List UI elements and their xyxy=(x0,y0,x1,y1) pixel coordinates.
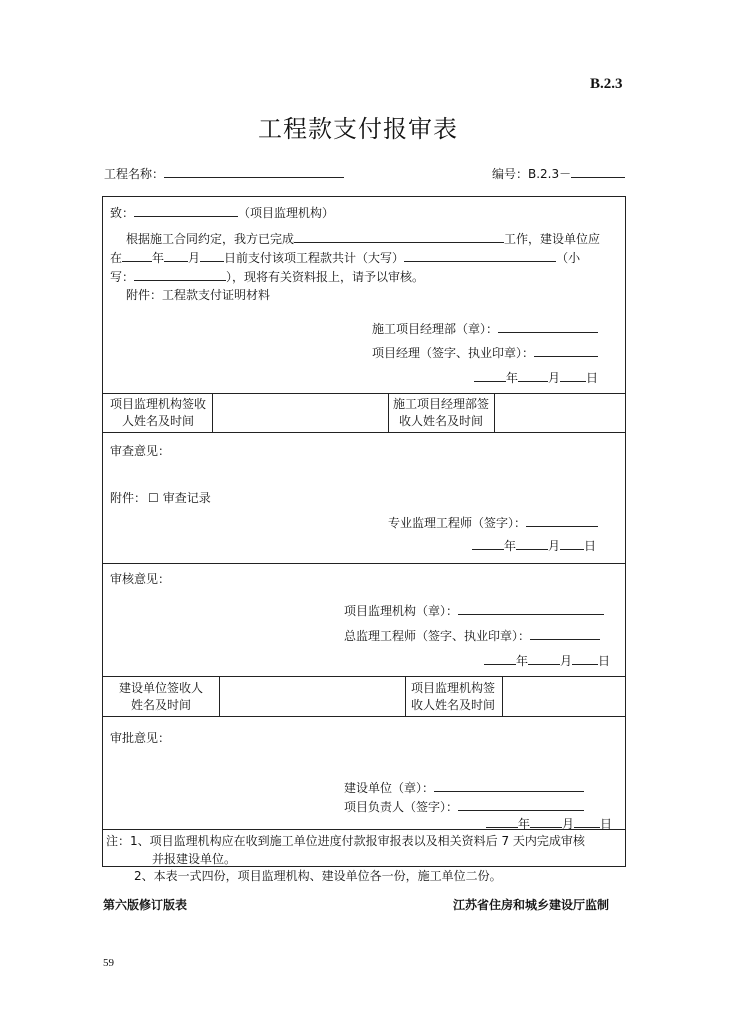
dept-label: 施工项目经理部（章）： xyxy=(372,322,499,336)
col-divider-r2a xyxy=(219,676,220,716)
number-label: 编号：B.2.3－ xyxy=(492,167,572,181)
footer-issuer: 江苏省住房和城乡建设厅监制 xyxy=(453,898,610,912)
col-divider-r1c xyxy=(494,393,495,432)
date-row-2 xyxy=(472,537,596,554)
review-attach-item: 审查记录 xyxy=(162,491,211,505)
project-name-field[interactable] xyxy=(164,165,344,178)
para-line-3 xyxy=(110,268,424,285)
review-opinion-label: 审查意见： xyxy=(110,444,171,458)
date2-month-field[interactable] xyxy=(516,537,548,550)
date-row-4 xyxy=(486,815,612,832)
note-1: 注：1、项目监理机构应在收到施工单位进度付款报审报表以及相关资料后 7 天内完成审核 xyxy=(106,834,585,848)
date-year-field[interactable] xyxy=(474,369,506,382)
receipt2-right-input[interactable] xyxy=(504,677,624,715)
para-line-1 xyxy=(126,230,600,247)
col-divider-r1b xyxy=(388,393,389,432)
receipt2-left-l1: 建设单位签收人 xyxy=(118,681,203,695)
approval-opinion-label: 审批意见： xyxy=(110,731,171,745)
to-field[interactable] xyxy=(134,204,238,217)
day-label: 日 xyxy=(600,817,613,831)
col-divider-r2c xyxy=(502,676,503,716)
engineer-field[interactable] xyxy=(526,514,598,527)
form-code: B.2.3 xyxy=(590,76,623,92)
note-2: 2、本表一式四份，项目监理机构、建设单位各一份，施工单位二份。 xyxy=(134,869,502,883)
review-attach-label: 附件： xyxy=(110,491,147,505)
project-name-label: 工程名称： xyxy=(104,167,165,181)
to-suffix: （项目监理机构） xyxy=(238,206,335,220)
day-label: 日 xyxy=(586,371,599,385)
page-number: 59 xyxy=(103,957,114,969)
pay-year-field[interactable] xyxy=(122,249,152,262)
engineer-label: 专业监理工程师（签字）： xyxy=(388,516,527,530)
receipt1-left-label xyxy=(107,396,209,430)
receipt2-left-l2: 姓名及时间 xyxy=(130,698,191,712)
unit-label: 建设单位（章）： xyxy=(344,781,435,795)
chief-row xyxy=(344,627,600,644)
p2-text-a: 在 xyxy=(110,251,123,265)
year-label: 年 xyxy=(506,371,519,385)
para-line-2 xyxy=(110,249,580,266)
attachment-text: 附件：工程款支付证明材料 xyxy=(126,288,271,302)
manager-row xyxy=(372,344,598,361)
leader-row xyxy=(344,798,584,815)
date4-year-field[interactable] xyxy=(486,815,518,828)
receipt1-left-input[interactable] xyxy=(214,394,386,431)
number-field[interactable] xyxy=(571,165,625,178)
dept-row xyxy=(372,320,598,337)
supervision-org-row xyxy=(344,602,604,619)
date-day-field[interactable] xyxy=(560,369,586,382)
review-record-checkbox[interactable]: ☐ xyxy=(148,491,159,505)
date4-month-field[interactable] xyxy=(530,815,562,828)
receipt2-left-label xyxy=(105,680,217,714)
receipt2-right-label xyxy=(406,680,500,714)
col-divider-r1a xyxy=(212,393,213,432)
p1-text-b: 工作，建设单位应 xyxy=(504,232,601,246)
manager-label: 项目经理（签字、执业印章）： xyxy=(372,346,535,360)
unit-field[interactable] xyxy=(434,779,584,792)
date3-year-field[interactable] xyxy=(484,652,516,665)
year-label: 年 xyxy=(516,654,529,668)
review-attachment-row xyxy=(110,489,211,506)
month-label: 月 xyxy=(548,371,561,385)
receipt1-right-label xyxy=(390,396,492,430)
receipt1-left-l1: 项目监理机构签收 xyxy=(109,397,206,411)
date4-day-field[interactable] xyxy=(574,815,600,828)
year-label: 年 xyxy=(518,817,531,831)
chief-field[interactable] xyxy=(530,627,600,640)
receipt2-left-input[interactable] xyxy=(221,677,403,715)
month-label: 月 xyxy=(560,654,573,668)
receipt1-right-l2: 收人姓名及时间 xyxy=(398,414,483,428)
chief-label: 总监理工程师（签字、执业印章）： xyxy=(344,629,531,643)
month-label: 月 xyxy=(562,817,575,831)
manager-field[interactable] xyxy=(534,344,598,357)
p2-text-c: （小 xyxy=(556,251,581,265)
date3-day-field[interactable] xyxy=(572,652,598,665)
leader-label: 项目负责人（签字）： xyxy=(344,800,459,814)
receipt1-right-l1: 施工项目经理部签 xyxy=(392,397,489,411)
unit-row xyxy=(344,779,584,796)
date2-year-field[interactable] xyxy=(472,537,504,550)
amount-upper-field[interactable] xyxy=(404,249,556,262)
dept-field[interactable] xyxy=(498,320,598,333)
p2-text-b: 日前支付该项工程款共计（大写） xyxy=(224,251,405,265)
supervision-org-label: 项目监理机构（章）： xyxy=(344,604,459,618)
divider-2 xyxy=(102,432,626,433)
date-row-3 xyxy=(484,652,610,669)
date-row-1 xyxy=(474,369,598,386)
note-1-cont: 并报建设单位。 xyxy=(152,852,237,866)
month-label: 月 xyxy=(188,251,201,265)
p3-text-b: ），现将有关资料报上，请予以审核。 xyxy=(226,270,425,284)
work-field[interactable] xyxy=(294,230,504,243)
supervision-org-field[interactable] xyxy=(458,602,604,615)
leader-field[interactable] xyxy=(458,798,584,811)
pay-month-field[interactable] xyxy=(164,249,188,262)
audit-opinion-label: 审核意见： xyxy=(110,572,171,586)
footer-edition: 第六版修订版表 xyxy=(103,898,188,912)
date2-day-field[interactable] xyxy=(560,537,584,550)
day-label: 日 xyxy=(584,539,597,553)
p3-text-a: 写： xyxy=(110,270,135,284)
to-row xyxy=(110,204,334,221)
receipt2-right-l1: 项目监理机构签 xyxy=(410,681,495,695)
date-month-field[interactable] xyxy=(518,369,548,382)
year-label: 年 xyxy=(152,251,165,265)
month-label: 月 xyxy=(548,539,561,553)
amount-lower-field[interactable] xyxy=(134,268,226,281)
divider-3 xyxy=(102,563,626,564)
pay-day-field[interactable] xyxy=(200,249,224,262)
to-label: 致： xyxy=(110,206,135,220)
p1-text-a: 根据施工合同约定，我方已完成 xyxy=(126,232,295,246)
receipt2-right-l2: 收人姓名及时间 xyxy=(410,698,495,712)
receipt1-right-input[interactable] xyxy=(496,394,624,431)
project-name-row xyxy=(104,165,344,182)
divider-5 xyxy=(102,716,626,717)
receipt1-left-l2: 人姓名及时间 xyxy=(121,414,194,428)
day-label: 日 xyxy=(598,654,611,668)
number-row xyxy=(492,165,625,182)
page-title: 工程款支付报审表 xyxy=(258,115,458,143)
year-label: 年 xyxy=(504,539,517,553)
engineer-row xyxy=(388,514,598,531)
date3-month-field[interactable] xyxy=(528,652,560,665)
